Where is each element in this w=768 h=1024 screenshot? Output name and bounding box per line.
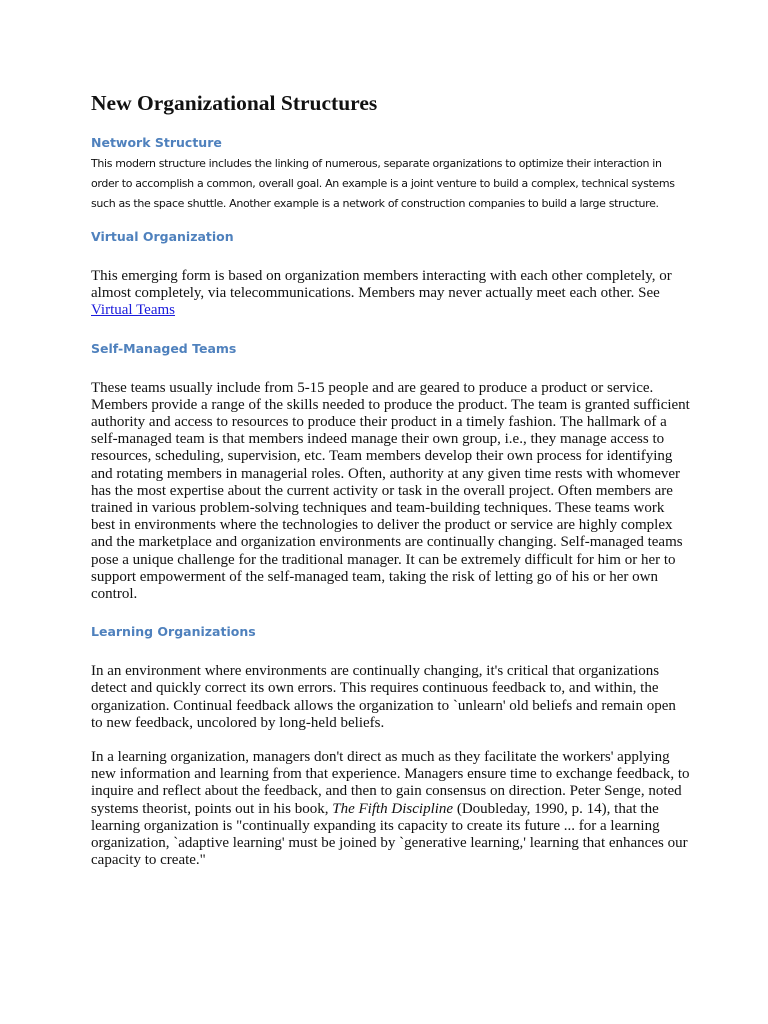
- virtual-organization-text: This emerging form is based on organization members interacting with each other completely, or almost completely, via telecommunications. Members may never actually meet each other. See: [91, 268, 672, 302]
- virtual-teams-link[interactable]: Virtual Teams: [91, 302, 176, 319]
- learning-para2-before: In a learning organization, managers don't direct as much as they facilitate the workers' applying new information and learning from that experience. Managers ensure time to exchange feedback, to inquire and reflect about the feedback, and then to gain consensus on direction. Peter Senge, noted systems theorist, points out in his book,: [91, 749, 690, 817]
- heading-self-managed-teams: Self-Managed Teams: [91, 340, 237, 356]
- heading-learning-organizations: Learning Organizations: [91, 624, 256, 640]
- heading-virtual-organization: Virtual Organization: [91, 229, 234, 244]
- heading-network-structure: Network Structure: [91, 135, 222, 150]
- document-page: [91, 90, 691, 869]
- page-title: New Organizational Structures: [91, 91, 378, 115]
- book-title: The Fifth Discipline: [332, 800, 454, 817]
- paragraph-learning-organizations-2: [91, 749, 691, 869]
- paragraph-self-managed-teams: These teams usually include from 5-15 people and are geared to produce a product or service. Members provide a range of the skills needed to produce the product. The team is granted sufficient authority and access to resources to produce their product in a timely fashion. The hallmark of a self-managed team is that members indeed manage their own group, i.e., they manage access to resources, scheduling, supervision, etc. Team members develop their own process for identifying and rotating members in managerial roles. Often, authority at any given time rests with whomever has the most expertise about the current activity or task in the overall project. Often members are trained in various problem-solving techniques and team-building techniques. These teams work best in environments where the technologies to deliver the product or service are highly complex and the marketplace and organization environments are continually changing. Self-managed teams pose a unique challenge for the traditional manager. It can be extremely difficult for him or her to support empowerment of the self-managed team, taking the risk of letting go of his or her own control.: [91, 379, 690, 603]
- learning-para2-after: (Doubleday, 1990, p. 14), that the learning organization is "continually expanding its capacity to create its future ... for a learning organization, `adaptive learning' must be joined by `generative learning,' learning that enhances our capacity to create.": [91, 800, 688, 869]
- paragraph-network-structure: This modern structure includes the linking of numerous, separate organizations to optimize their interaction in order to accomplish a common, overall goal. An example is a joint venture to build a complex, technical systems such as the space shuttle. Another example is a network of construction companies to build a large structure.: [91, 157, 675, 210]
- paragraph-virtual-organization: [91, 268, 691, 320]
- paragraph-learning-organizations-1: In an environment where environments are continually changing, it's critical that organizations detect and quickly correct its own errors. This requires continuous feedback to, and within, the organization. Continual feedback allows the organization to `unlearn' old beliefs and remain open to new feedback, uncolored by long-held beliefs.: [91, 663, 676, 731]
